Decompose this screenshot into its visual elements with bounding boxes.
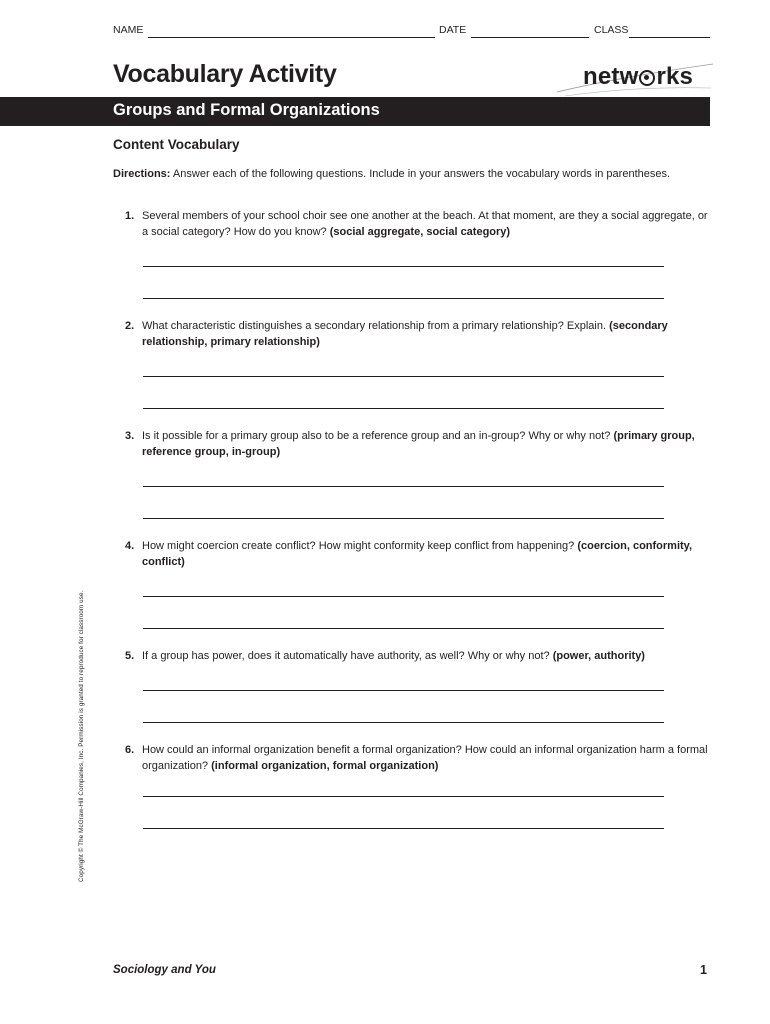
copyright-notice: Copyright © The McGraw-Hill Companies, Inc. Permission is granted to reproduce for classroom use. [78, 590, 85, 882]
directions [113, 166, 673, 182]
question-6 [125, 742, 715, 774]
question-text: How could an informal organization benefit a formal organization? How could an informal organization harm a formal organization? [142, 744, 708, 772]
logo-text-start: netw [583, 63, 639, 90]
question-2 [125, 318, 715, 350]
question-number: 3. [125, 430, 135, 442]
question-vocab-terms: (social aggregate, social category) [329, 226, 511, 238]
question-vocab-terms: (power, authority) [552, 650, 645, 662]
question-number: 5. [125, 650, 135, 662]
question-vocab-terms: (primary group, reference group, in-group) [142, 430, 695, 458]
question-number: 6. [125, 744, 135, 756]
banner-title: Groups and Formal Organizations [113, 101, 380, 119]
question-number: 1. [125, 210, 135, 222]
answer-line[interactable] [143, 518, 664, 519]
question-vocab-terms: (informal organization, formal organization) [211, 760, 439, 772]
question-5 [125, 648, 715, 664]
question-number: 2. [125, 320, 135, 332]
question-text: If a group has power, does it automatically have authority, as well? Why or why not? [142, 650, 550, 662]
networks-logo [583, 63, 693, 91]
question-vocab-terms: (secondary relationship, primary relationship) [142, 320, 668, 348]
question-number: 4. [125, 540, 135, 552]
answer-line[interactable] [143, 796, 664, 797]
question-text: How might coercion create conflict? How might conformity keep conflict from happening? [142, 540, 575, 552]
answer-line[interactable] [143, 266, 664, 267]
question-4 [125, 538, 715, 570]
question-text: Several members of your school choir see one another at the beach. At that moment, are they a social aggregate, or a social category? How do you know? [142, 210, 708, 238]
answer-line[interactable] [143, 690, 664, 691]
date-field[interactable] [471, 37, 589, 38]
answer-line[interactable] [143, 298, 664, 299]
date-label: DATE [439, 24, 467, 36]
answer-line[interactable] [143, 628, 664, 629]
logo-o-icon [639, 70, 655, 86]
directions-label: Directions: [113, 168, 171, 180]
answer-line[interactable] [143, 828, 664, 829]
page-number: 1 [700, 963, 707, 977]
name-field[interactable] [148, 37, 435, 38]
page-title: Vocabulary Activity [113, 60, 337, 88]
class-label: CLASS [594, 24, 629, 36]
answer-line[interactable] [143, 408, 664, 409]
question-1 [125, 208, 715, 240]
name-label: NAME [113, 24, 144, 36]
topic-banner [0, 97, 710, 126]
section-heading: Content Vocabulary [113, 137, 240, 152]
question-vocab-terms: (coercion, conformity, conflict) [142, 540, 693, 568]
question-3 [125, 428, 715, 460]
answer-line[interactable] [143, 722, 664, 723]
logo-text-end: rks [656, 63, 694, 90]
answer-line[interactable] [143, 486, 664, 487]
footer-book-title: Sociology and You [113, 964, 216, 976]
directions-text: Answer each of the following questions. Include in your answers the vocabulary words in parentheses. [172, 168, 671, 180]
question-text: What characteristic distinguishes a secondary relationship from a primary relationship? Explain. [142, 320, 607, 332]
answer-line[interactable] [143, 376, 664, 377]
class-field[interactable] [629, 37, 710, 38]
answer-line[interactable] [143, 596, 664, 597]
question-text: Is it possible for a primary group also to be a reference group and an in-group? Why or why not? [142, 430, 611, 442]
student-info-fields [113, 24, 710, 40]
